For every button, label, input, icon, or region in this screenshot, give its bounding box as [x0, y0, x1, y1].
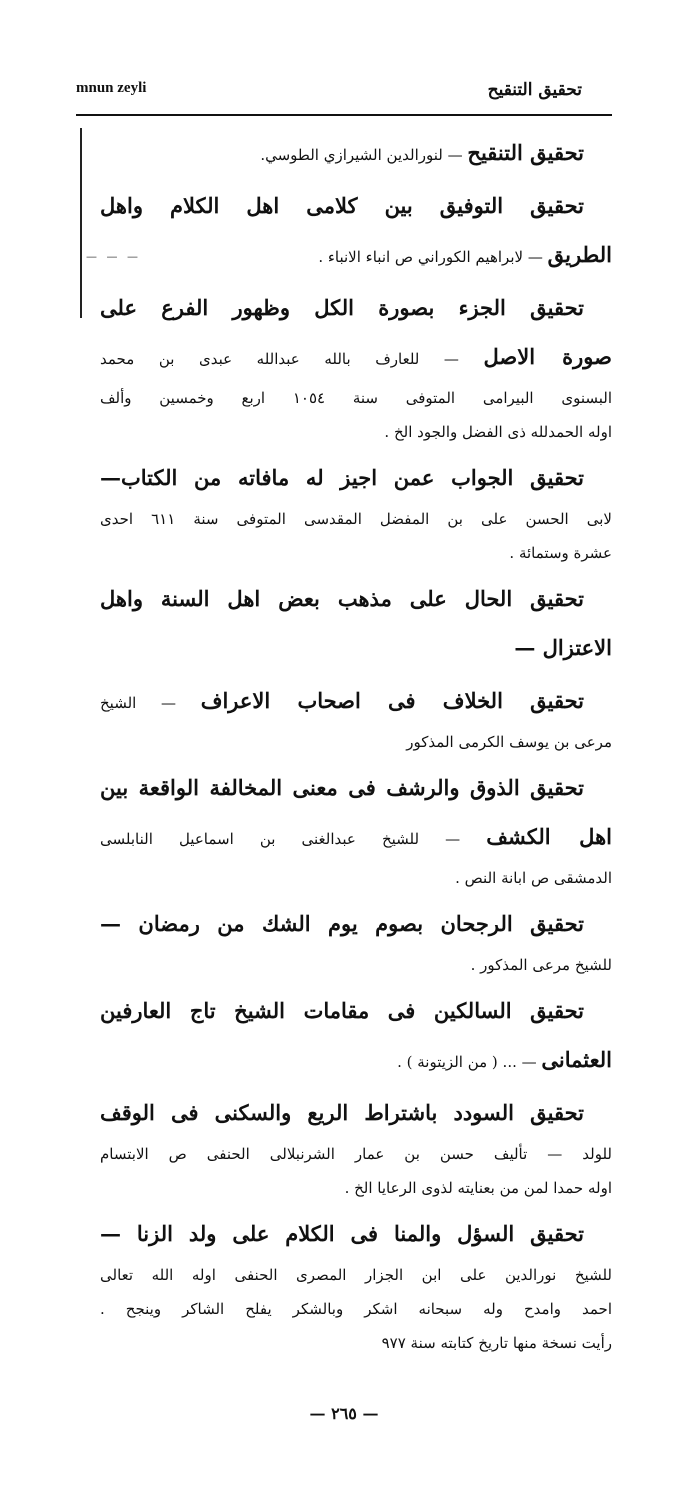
entry-description: مرعى بن يوسف الكرمى المذكور — [406, 733, 612, 751]
entry-author: — للشيخ عبدالغنى بن اسماعيل النابلسى — [100, 830, 487, 848]
entry-title: صورة الاصل — [483, 344, 612, 369]
entry-title: الطريق — [547, 242, 612, 267]
entry-title-line — [100, 676, 612, 725]
entry-title: تحقيق التوفيق بين كلامى اهل الكلام واهل — [100, 193, 584, 218]
entry-title-line — [100, 1088, 612, 1137]
entry-title-line — [100, 986, 612, 1035]
entry-title: تحقيق الخلاف فى اصحاب الاعراف — [200, 688, 584, 713]
entry-title-line — [100, 812, 612, 861]
entry-title-line — [100, 332, 612, 381]
entry-title-line — [100, 623, 612, 672]
catalogue-entry — [100, 181, 612, 279]
catalogue-entry — [100, 1088, 612, 1205]
page-body — [100, 128, 612, 1428]
catalogue-entry — [100, 986, 612, 1084]
entry-title: تحقيق الرجحان بصوم يوم الشك من رمضان — — [100, 911, 584, 936]
entry-author: — الشيخ — [100, 694, 201, 712]
entry-description: احمد وامدح وله سبحانه اشكر وبالشكر يفلح الشاكر وينجح . — [100, 1300, 612, 1318]
entry-title: تحقيق السودد باشتراط الريع والسكنى فى الوقف — [100, 1100, 584, 1125]
catalogue-entry — [100, 128, 612, 177]
entry-author: — ... ( من الزيتونة ) . — [397, 1053, 542, 1071]
entry-description: البسنوى البيرامى المتوفى سنة ١٠٥٤ اربع وخمسين وألف — [100, 389, 612, 407]
catalogue-entry — [100, 899, 612, 982]
entry-title-line — [100, 230, 612, 279]
entry-title: تحقيق الحال على مذهب بعض اهل السنة واهل — [100, 586, 584, 611]
catalogue-entry — [100, 574, 612, 672]
margin-dashes: — — — — [86, 250, 141, 263]
catalogue-entry — [100, 676, 612, 759]
margin-line — [80, 128, 82, 318]
entry-title: تحقيق الذوق والرشف فى معنى المخالفة الواقعة بين — [100, 775, 584, 800]
catalogue-entry — [100, 283, 612, 449]
entry-author: — لابراهيم الكوراني ص انباء الانباء . — [318, 248, 548, 266]
catalogue-entry — [100, 453, 612, 570]
entry-title-line — [100, 283, 612, 332]
entry-title: تحقيق التنقيح — [467, 140, 584, 165]
entry-description: للشيخ نورالدين على ابن الجزار المصرى الحنفى اوله الله تعالى — [100, 1266, 612, 1284]
entry-description: للولد — تأليف حسن بن عمار الشرنبلالى الحنفى ص الابتسام — [100, 1145, 612, 1163]
entry-title: الاعتزال — — [514, 635, 612, 660]
entry-description: للشيخ مرعى المذكور . — [470, 956, 612, 974]
entry-title-line — [100, 181, 612, 230]
header-rule — [76, 114, 612, 116]
page-number: — ٢٦٥ — — [309, 1404, 379, 1423]
entry-title: تحقيق السؤل والمنا فى الكلام على ولد الزنا — — [100, 1221, 584, 1246]
entry-title: العثمانى — [541, 1047, 612, 1072]
catalogue-entry — [100, 1209, 612, 1360]
entry-title-line — [100, 763, 612, 812]
entry-title-line — [100, 1035, 612, 1084]
entry-title-line — [100, 574, 612, 623]
entry-author: — للعارف بالله عبدالله عبدى بن محمد — [100, 350, 484, 368]
entry-title-line — [100, 453, 612, 502]
entry-description: اوله حمدا لمن من بعنايته لذوى الرعايا الخ . — [344, 1179, 612, 1197]
entry-title-line — [100, 899, 612, 948]
entry-title: اهل الكشف — [486, 824, 612, 849]
entry-title: تحقيق الجزء بصورة الكل وظهور الفرع على — [100, 295, 584, 320]
entry-description: عشرة وستمائة . — [509, 544, 612, 562]
header-left-text: mnun zeyli — [76, 80, 147, 96]
entry-description: رأيت نسخة منها تاريخ كتابته سنة ٩٧٧ — [381, 1334, 612, 1352]
running-title: تحقيق التنقيح — [487, 80, 582, 100]
entry-title: تحقيق السالكين فى مقامات الشيخ تاج العارفين — [100, 998, 584, 1023]
entry-author: — لنورالدين الشيرازي الطوسي. — [260, 146, 468, 164]
entry-description: لابى الحسن على بن المفضل المقدسى المتوفى سنة ٦١١ احدى — [100, 510, 612, 528]
entry-description: الدمشقى ص ابانة النص . — [455, 869, 612, 887]
entry-title-line — [100, 128, 612, 177]
entry-title-line — [100, 1209, 612, 1258]
catalogue-entry — [100, 763, 612, 895]
entry-description: اوله الحمدلله ذى الفضل والجود الخ . — [384, 423, 612, 441]
entry-title: تحقيق الجواب عمن اجيز له مافاته من الكتاب— — [100, 465, 584, 490]
